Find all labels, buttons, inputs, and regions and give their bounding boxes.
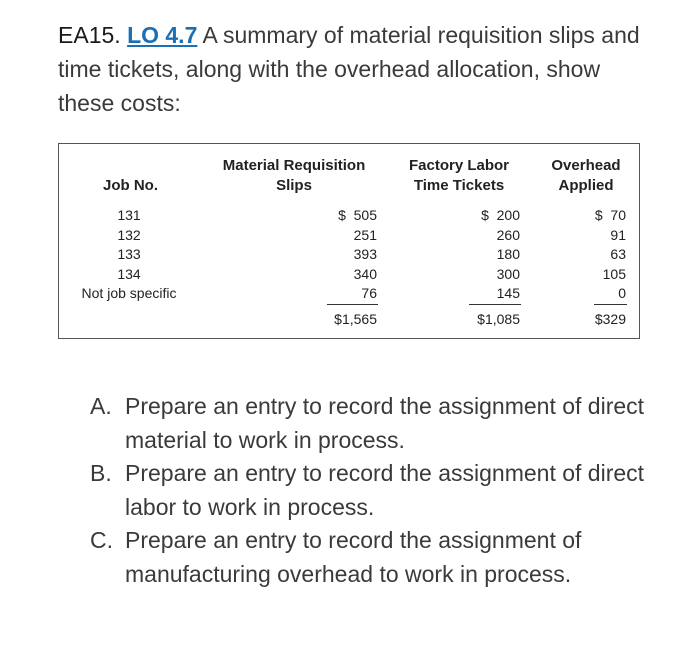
question-letter: A. [90,393,112,419]
job-cell: 134 [117,265,141,282]
labor-cell: 180 [496,246,520,262]
question-letter: B. [90,460,112,486]
material-cell: 251 [353,226,377,243]
overhead-cell: 91 [610,226,626,243]
question-text: Prepare an entry to record the assignment of direct material to work in process. [125,393,645,453]
overhead-cell: 63 [610,246,626,262]
labor-total-rule [469,304,521,305]
material-cell: 340 [353,265,377,282]
material-total-rule [327,304,378,305]
overhead-total: $329 [594,311,626,327]
overhead-cell: 0 [618,285,626,301]
header-material: Material Requisition Slips [222,157,366,194]
header-labor: Factory Labor Time Tickets [408,157,510,194]
overhead-total-rule [594,304,627,305]
question-list [90,390,650,591]
material-cell: $ 505 [338,207,377,223]
overhead-cell: $ 70 [594,207,626,223]
material-cell: 393 [353,246,377,262]
job-cell: 132 [117,226,141,243]
exercise-intro [58,18,658,120]
question-item [90,524,650,591]
question-text: Prepare an entry to record the assignment of direct labor to work in process. [125,460,645,520]
labor-cell: $ 200 [481,207,520,223]
question-item [90,390,650,457]
labor-cell: 300 [496,265,520,282]
overhead-cell: 105 [602,265,626,282]
job-cell: 131 [117,207,141,223]
job-cell: 133 [117,246,141,262]
question-text: Prepare an entry to record the assignment of manufacturing overhead to work in process. [125,527,582,587]
intro-text: A summary of material requisition slips and time tickets, along with the overhead allocation, show these costs: [58,22,640,116]
question-item [90,457,650,524]
labor-total: $1,085 [477,311,520,327]
header-overhead: Overhead Applied [551,157,621,194]
header-job-no: Job No. [103,177,158,194]
question-letter: C. [90,527,113,553]
learning-objective-link[interactable]: LO 4.7 [127,22,198,48]
material-total: $1,565 [334,311,377,327]
labor-cell: 145 [496,285,520,301]
cost-summary-table [58,143,640,339]
labor-cell: 260 [496,226,520,243]
job-cell: Not job specific [81,285,177,301]
exercise-id: EA15. [58,22,121,48]
material-cell: 76 [361,285,377,301]
